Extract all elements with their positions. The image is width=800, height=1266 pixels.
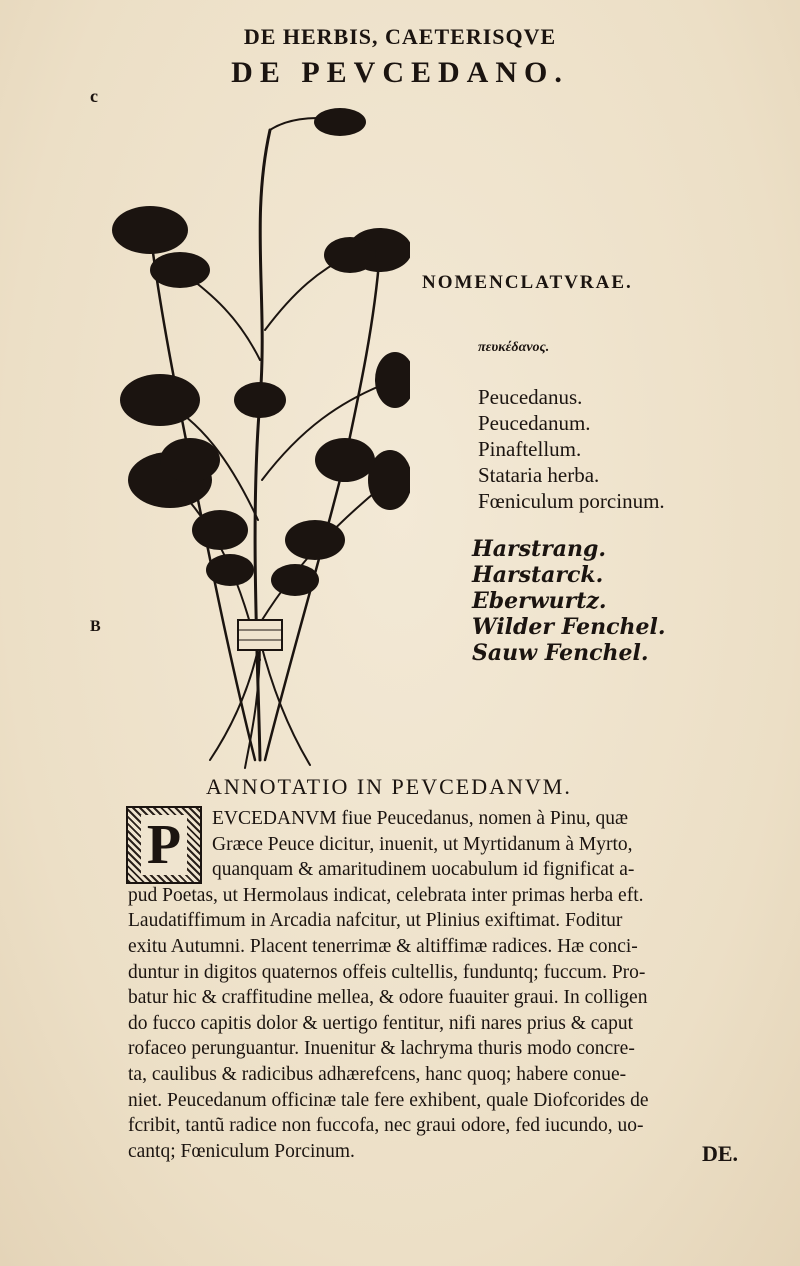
- annotation-body: [128, 806, 750, 1164]
- plant-woodcut-illustration: [110, 100, 410, 770]
- text-line: ta, caulibus & radicibus adhærefcens, hanc quoq; habere conue-: [128, 1063, 627, 1085]
- latin-names-list: [478, 384, 665, 514]
- text-line: pud Poetas, ut Hermolaus indicat, celebrata inter primas herba eft.: [128, 884, 644, 906]
- text-line: Laudatiffimum in Arcadia nafcitur, ut Plinius exiftimat. Foditur: [128, 910, 623, 932]
- list-item: Peucedanum.: [478, 411, 591, 435]
- annotation-heading: ANNOTATIO IN PEVCEDANVM.: [206, 774, 572, 799]
- list-item: Fœniculum porcinum.: [478, 489, 665, 513]
- list-item: Wilder Fenchel.: [472, 614, 666, 640]
- text-line: do fucco capitis dolor & uertigo fentitur, nifi nares prius & caput: [128, 1012, 634, 1034]
- text-line: batur hic & craffitudine mellea, & odore fuauiter graui. In colligen: [128, 987, 648, 1009]
- text-line: cantq; Fœniculum Porcinum.: [128, 1140, 355, 1162]
- text-line: quanquam & amaritudinem uocabulum id fignificat a-: [212, 859, 635, 881]
- list-item: Pinaftellum.: [478, 437, 582, 461]
- greek-name: πευκέδανος.: [478, 340, 550, 355]
- marginal-letter-top: c: [90, 86, 98, 106]
- text-line: duntur in digitos quaternos offeis cultellis, funduntq; fuccum. Pro-: [128, 961, 646, 983]
- catchword: DE.: [702, 1141, 739, 1166]
- running-head: DE HERBIS, CAETERISQVE: [243, 24, 557, 49]
- text-line: niet. Peucedanum officinæ tale fere exhibent, quale Diofcorides de: [128, 1089, 649, 1111]
- text-line: fcribit, tantũ radice non fuccofa, nec graui odore, fed iucundo, uo-: [128, 1115, 644, 1137]
- page-title: DE PEVCEDANO.: [231, 56, 569, 89]
- list-item: Harstarck.: [472, 562, 604, 588]
- text-line: exitu Autumni. Placent tenerrimæ & altiffimæ radices. Hæ conci-: [128, 935, 638, 957]
- list-item: Eberwurtz.: [472, 588, 607, 614]
- list-item: Stataria herba.: [478, 463, 600, 487]
- list-item: Sauw Fenchel.: [472, 640, 649, 666]
- text-line: rofaceo perunguantur. Inuenitur & lachryma thuris modo concre-: [128, 1038, 635, 1060]
- german-names-list: [472, 536, 665, 666]
- marginal-letter-middle: B: [90, 618, 101, 635]
- text-line: EVCEDANVM fiue Peucedanus, nomen à Pinu, quæ: [212, 808, 628, 829]
- text-line: Græce Peuce dicitur, inuenit, ut Myrtidanum à Myrto,: [212, 833, 633, 855]
- initial-letter: P: [141, 815, 187, 875]
- list-item: Peucedanus.: [478, 385, 583, 409]
- decorated-initial: [126, 806, 202, 884]
- nomenclature-heading: NOMENCLATVRAE.: [422, 272, 633, 293]
- list-item: Harstrang.: [472, 536, 607, 562]
